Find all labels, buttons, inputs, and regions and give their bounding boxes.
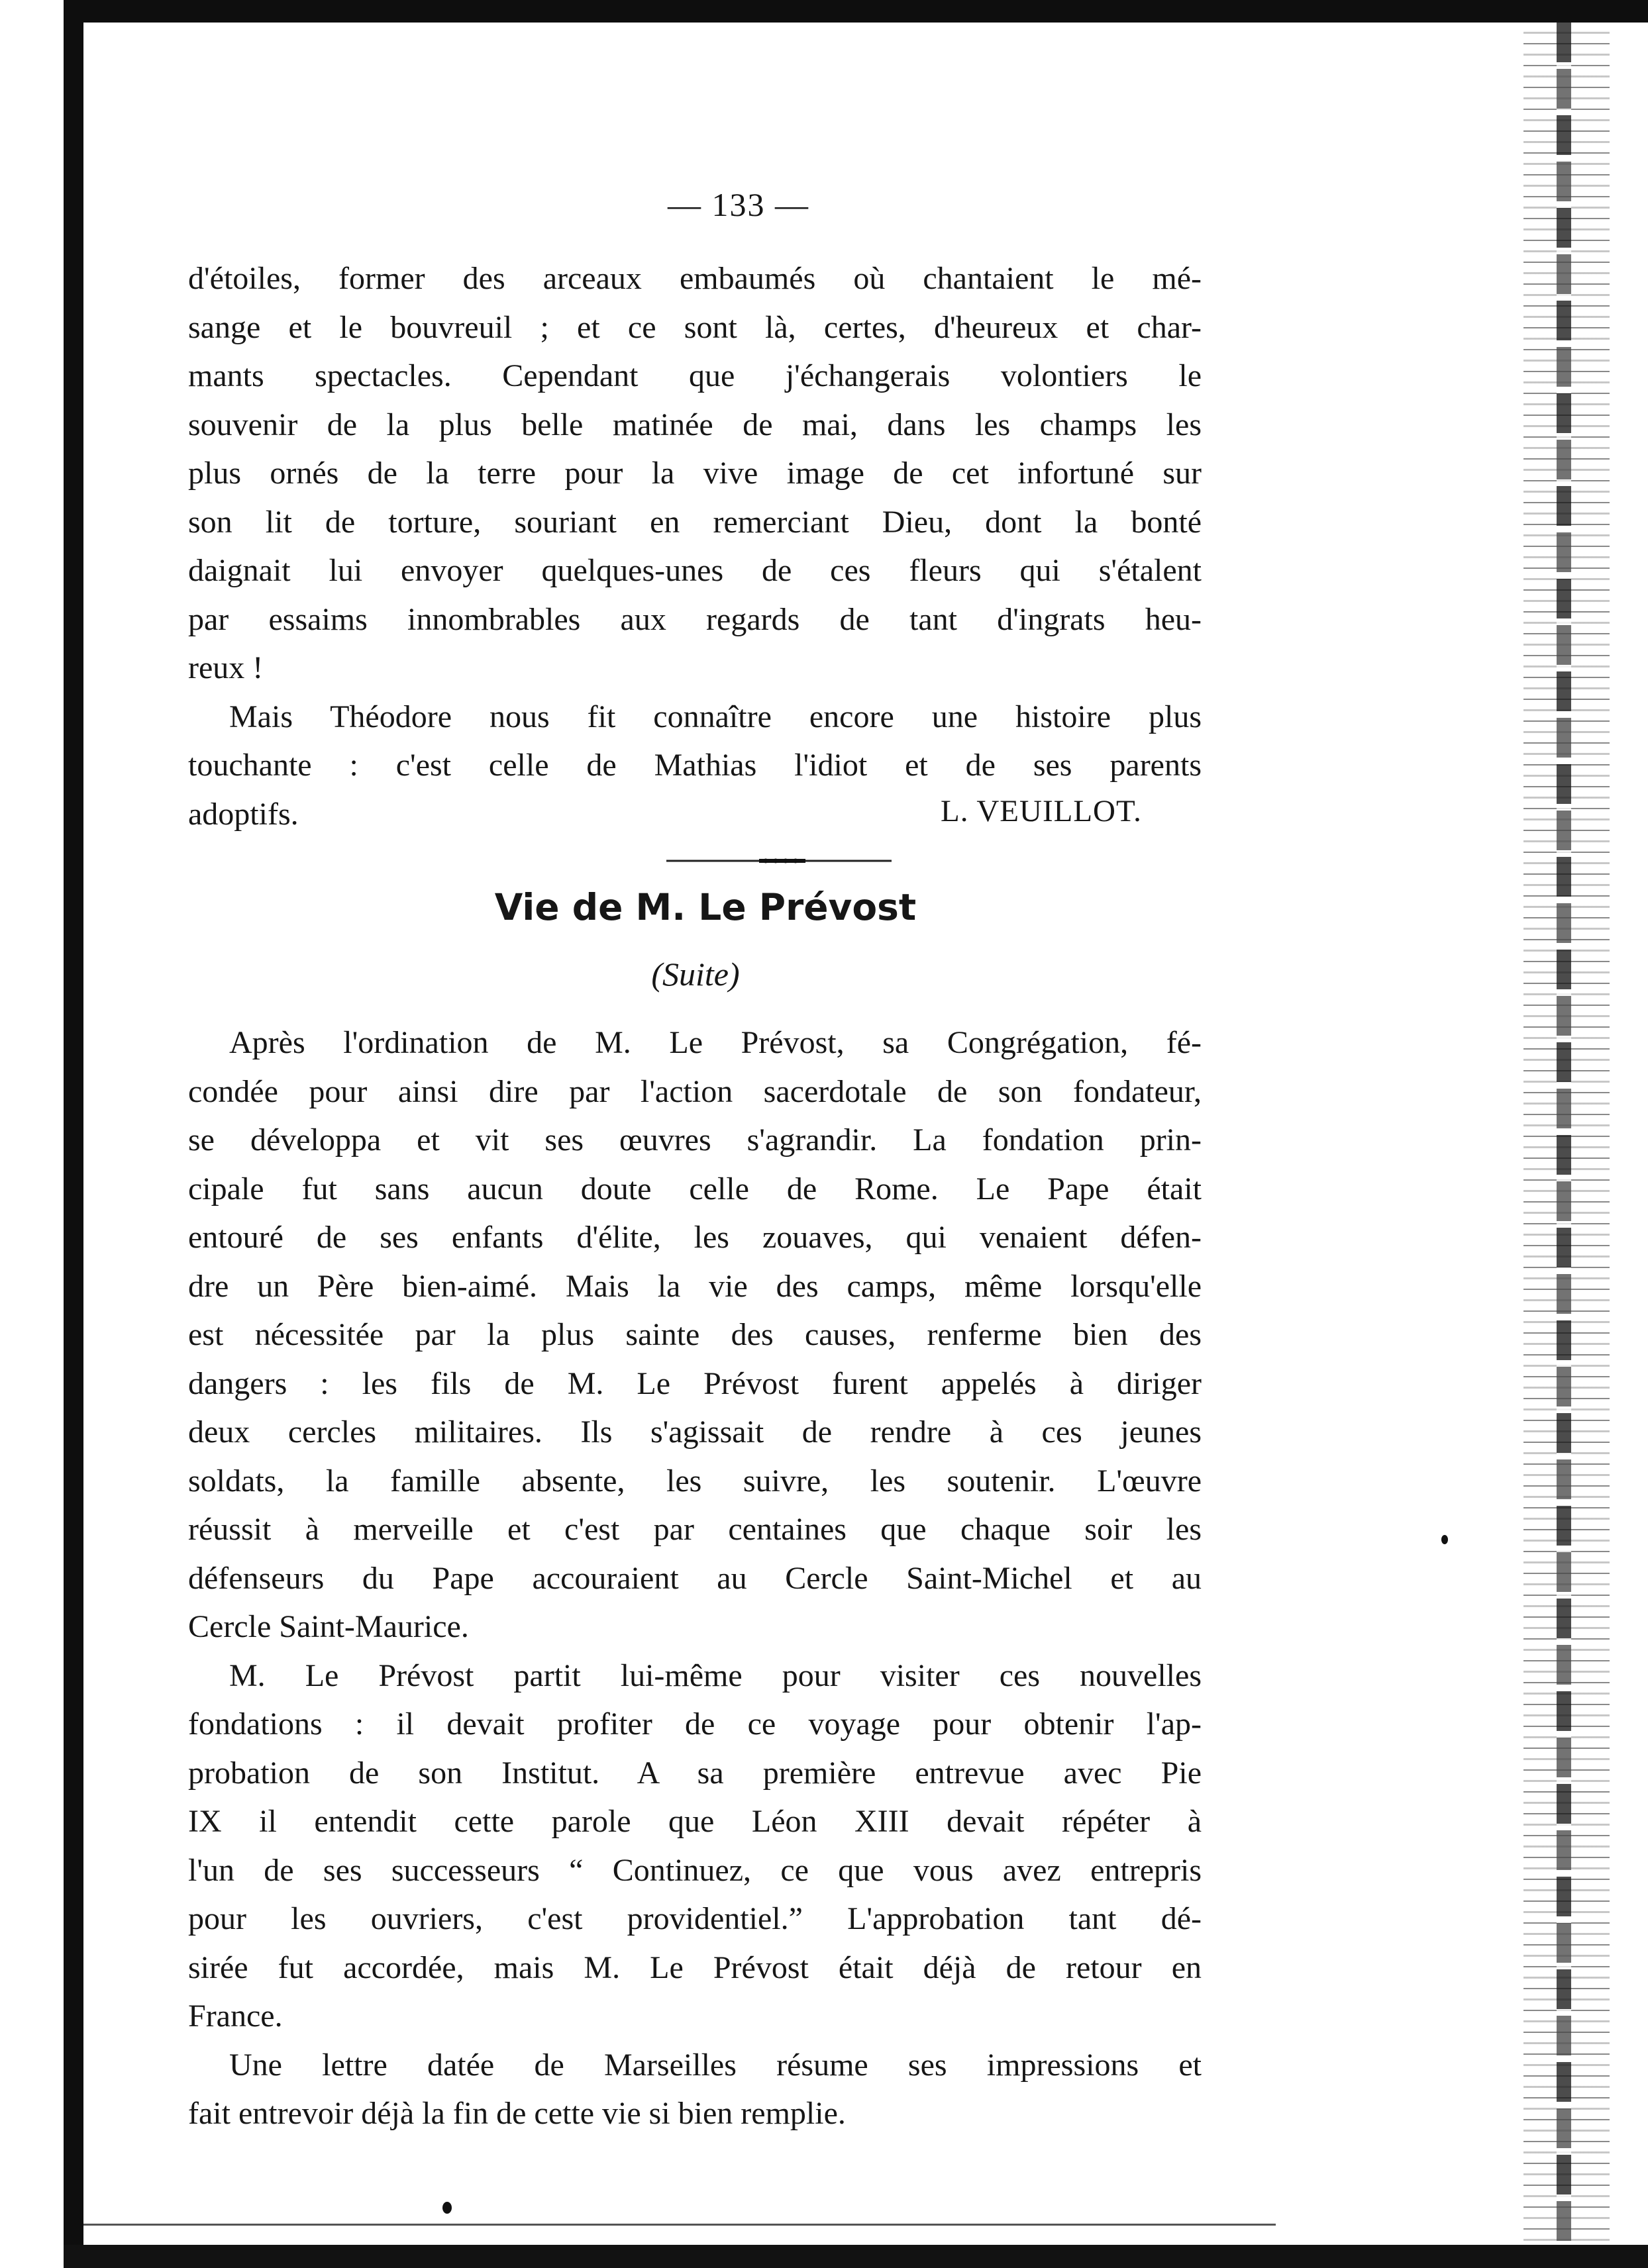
text-line: IX il entendit cette parole que Léon XIII devait répéter à	[188, 1804, 1202, 1839]
text-line: mants spectacles. Cependant que j'échangerais volontiers le	[188, 358, 1202, 393]
text-line: probation de son Institut. A sa première entrevue avec Pie	[188, 1755, 1202, 1791]
passage-continuation	[188, 254, 1202, 838]
text-line: se développa et vit ses œuvres s'agrandir. La fondation prin-	[188, 1122, 1202, 1158]
section-title: Vie de M. Le Prévost	[494, 886, 917, 928]
scan-border-left	[64, 0, 83, 2268]
text-line: plus ornés de la terre pour la vive image de cet infortuné sur	[188, 456, 1202, 491]
ink-speck	[442, 2202, 452, 2214]
text-line: par essaims innombrables aux regards de tant d'ingrats heu-	[188, 601, 1202, 637]
scan-edge-right-dark	[1557, 23, 1571, 2245]
text-line: défenseurs du Pape accouraient au Cercle Saint-Michel et au	[188, 1560, 1202, 1596]
text-line: fondations : il devait profiter de ce voyage pour obtenir l'ap-	[188, 1706, 1202, 1742]
text-line: fait entrevoir déjà la fin de cette vie si bien remplie.	[188, 2096, 846, 2131]
text-line: touchante : c'est celle de Mathias l'idiot et de ses parents	[188, 748, 1202, 783]
text-line: sange et le bouvreuil ; et ce sont là, certes, d'heureux et char-	[188, 309, 1202, 345]
text-line: dre un Père bien-aimé. Mais la vie des camps, même lorsqu'elle	[188, 1268, 1202, 1304]
text-line: sirée fut accordée, mais M. Le Prévost était déjà de retour en	[188, 1949, 1202, 1985]
text-line: cipale fut sans aucun doute celle de Rome. Le Pape était	[188, 1171, 1202, 1207]
section-body	[188, 1018, 1202, 2138]
text-line: son lit de torture, souriant en remerciant Dieu, dont la bonté	[188, 504, 1202, 540]
author-signature: L. VEUILLOT.	[941, 794, 1142, 828]
text-line: Après l'ordination de M. Le Prévost, sa Congrégation, fé-	[229, 1025, 1202, 1060]
text-line: Mais Théodore nous fit connaître encore une histoire plus	[229, 699, 1202, 734]
text-line: adoptifs.	[188, 796, 299, 832]
text-line: réussit à merveille et c'est par centaines que chaque soir les	[188, 1512, 1202, 1547]
text-line: souvenir de la plus belle matinée de mai, dans les champs les	[188, 407, 1202, 442]
text-line: Cercle Saint-Maurice.	[188, 1609, 469, 1644]
text-line: soldats, la famille absente, les suivre, les soutenir. L'œuvre	[188, 1463, 1202, 1499]
text-line: Une lettre datée de Marseilles résume ses impressions et	[229, 2047, 1202, 2083]
scan-border-top	[64, 0, 1648, 23]
text-line: M. Le Prévost partit lui-même pour visiter ces nouvelles	[229, 1657, 1202, 1693]
text-line: est nécessitée par la plus sainte des causes, renferme bien des	[188, 1317, 1202, 1352]
section-subtitle: (Suite)	[651, 956, 740, 993]
text-line: condée pour ainsi dire par l'action sacerdotale de son fondateur,	[188, 1073, 1202, 1109]
page-number: — 133 —	[668, 186, 809, 223]
text-line: pour les ouvriers, c'est providentiel.” L'approbation tant dé-	[188, 1901, 1202, 1936]
text-line: entouré de ses enfants d'élite, les zouaves, qui venaient défen-	[188, 1220, 1202, 1255]
text-line: dangers : les fils de M. Le Prévost furent appelés à diriger	[188, 1365, 1202, 1401]
text-line: d'étoiles, former des arceaux embaumés où chantaient le mé-	[188, 261, 1202, 296]
ink-speck	[1441, 1535, 1448, 1544]
scan-inner-bottom-rule	[83, 2224, 1276, 2226]
text-line: deux cercles militaires. Ils s'agissait de rendre à ces jeunes	[188, 1414, 1202, 1450]
text-line: reux !	[188, 650, 264, 685]
section-separator	[666, 856, 892, 865]
text-line: daignait lui envoyer quelques-unes de ces fleurs qui s'étalent	[188, 553, 1202, 588]
text-line: l'un de ses successeurs “ Continuez, ce que vous avez entrepris	[188, 1852, 1202, 1888]
text-line: France.	[188, 1998, 283, 2034]
scan-border-bottom	[64, 2245, 1648, 2268]
